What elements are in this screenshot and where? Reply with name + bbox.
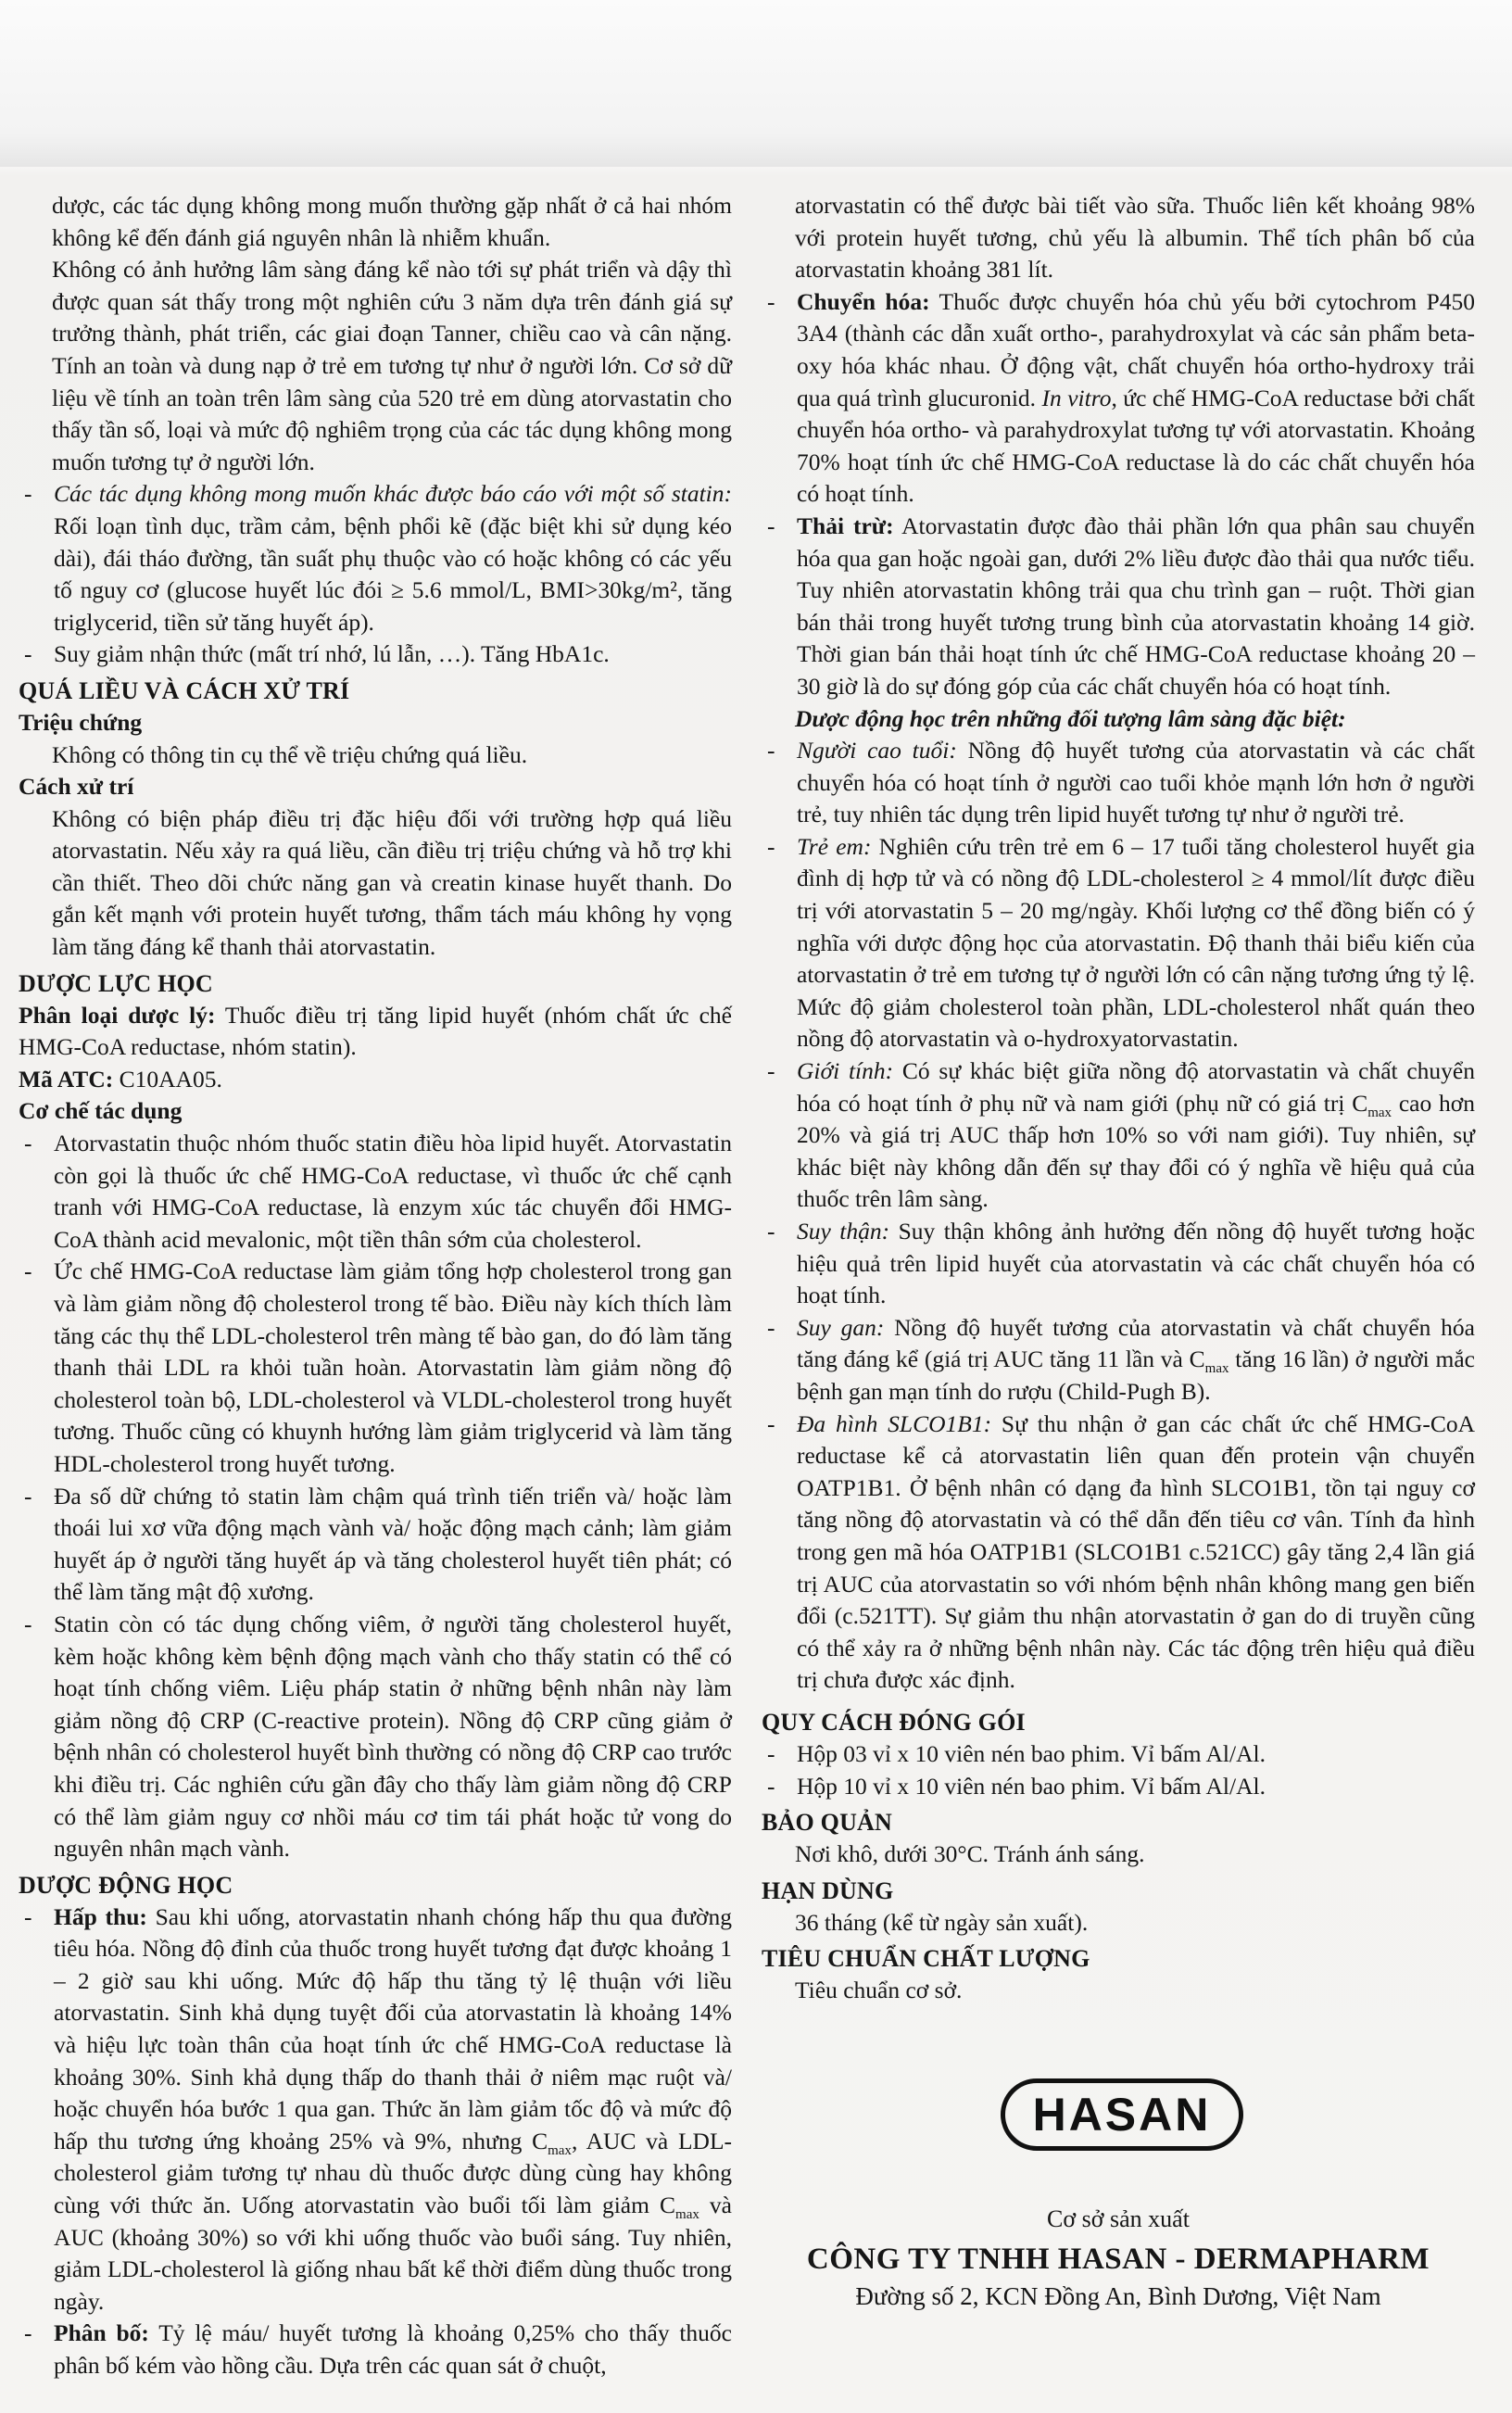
atc-label: Mã ATC: bbox=[19, 1065, 114, 1093]
symptoms-heading: Triệu chứng bbox=[19, 708, 143, 736]
bullet-dash: - bbox=[24, 480, 32, 508]
overdose-heading: QUÁ LIỀU VÀ CÁCH XỬ TRÍ bbox=[19, 676, 350, 704]
atc-code bbox=[19, 1064, 732, 1096]
packaging-heading: QUY CÁCH ĐÓNG GÓI bbox=[762, 1708, 1026, 1736]
metabolism-bullet: - Chuyển hóa: Thuốc được chuyển hóa chủ yếu bởi cytochrom P450 3A4 (thành các dẫn xuất ortho-, parahydroxylat và các sản phẩm beta-oxy hóa khác nhau. Ở động vật, chất chuyển hóa ortho-hydroxy trải qua quá trình glucuronid. In vitro, ức chế HMG-CoA reductase bởi chất chuyển hóa ortho- và parahydroxylat tương tự với atorvastatin. Khoảng 70% hoạt tính ức chế HMG-CoA reductase là do các chất chuyển hóa có hoạt tính. bbox=[767, 287, 1475, 508]
expiry-heading: HẠN DÙNG bbox=[762, 1876, 894, 1904]
distribution-continued: atorvastatin có thể được bài tiết vào sữa. Thuốc liên kết khoảng 98% với protein huyết tương, chủ yếu là albumin. Thể tích phân bố của atorvastatin khoảng 381 lít. bbox=[795, 192, 1475, 284]
pharmacologic-class bbox=[19, 1000, 732, 1064]
cognitive-text: Suy giảm nhận thức (mất trí nhớ, lú lẫn, …). Tăng HbA1c. bbox=[54, 640, 610, 668]
distribution-bullet: - Phân bố: Tỷ lệ máu/ huyết tương là khoảng 0,25% cho thấy thuốc phân bố kém vào hồng cầu. Dựa trên các quan sát ở chuột, bbox=[24, 2319, 732, 2379]
distribution-text: Tỷ lệ máu/ huyết tương là khoảng 0,25% cho thấy thuốc phân bố kém vào hồng cầu. Dựa trên các quan sát ở chuột, bbox=[54, 2319, 732, 2379]
mechanism-bullet-text: Atorvastatin thuộc nhóm thuốc statin điều hòa lipid huyết. Atorvastatin còn gọi là thuốc ức chế HMG-CoA reductase, vì thuốc ức chế cạnh tranh với HMG-CoA reductase, là enzym xúc tác chuyển đổi HMG-CoA thành acid mevalonic, một tiền thân sớm của cholesterol. bbox=[54, 1130, 732, 1253]
hepatic-label: Suy gan: bbox=[797, 1313, 885, 1341]
manufacturer-address: Đường số 2, KCN Đồng An, Bình Dương, Việt Nam bbox=[855, 2282, 1381, 2310]
renal-label: Suy thận: bbox=[797, 1218, 890, 1244]
atc-value: C10AA05. bbox=[113, 1065, 222, 1093]
hepatic-bullet: - Suy gan: Nồng độ huyết tương của atorvastatin và chất chuyển hóa tăng đáng kể (giá trị AUC tăng 11 lần và $C_{max}$ tăng 16 lần) ở người mắc bệnh gan mạn tính do rượu (Child-Pugh B). bbox=[767, 1313, 1476, 1405]
treatment-heading: Cách xử trí bbox=[19, 773, 134, 801]
gender-label: Giới tính: bbox=[797, 1057, 894, 1085]
scan-top-margin bbox=[0, 0, 1512, 167]
unreported-effects-text: Rối loạn tình dục, trầm cảm, bệnh phổi kẽ (đặc biệt khi sử dụng kéo dài), đái tháo đường, tần suất phụ thuộc vào có hoặc không có các yếu tố nguy cơ (glucose huyết lúc đói ≥ 5.6 mmol/L, BMI>30kg/m², tăng triglycerid, tiền sử tăng huyết áp). bbox=[54, 512, 732, 636]
mechanism-bullet: - Đa số dữ chứng tỏ statin làm chậm quá trình tiến triển và/ hoặc làm thoái lui xơ vữa động mạch vành và/ hoặc động mạch cảnh; làm giảm huyết áp ở người tăng huyết áp và tăng cholesterol huyết tiên phát; có thể làm tăng mật độ xương. bbox=[19, 1481, 732, 1609]
elimination-bullet: - Thải trừ: Atorvastatin được đào thải phần lớn qua phân sau chuyển hóa qua gan hoặc ngoài gan, dưới 2% liều được đào thải qua nước tiểu. Tuy nhiên atorvastatin không trải qua chu trình gan – ruột. Thời gian bán thải trong huyết tương trung bình của atorvastatin khoảng 14 giờ. Thời gian bán thải hoạt tính ức chế HMG-CoA reductase khoảng 20 – 30 giờ là do sự đóng góp của các chất chuyển hóa có hoạt tính. bbox=[767, 512, 1475, 700]
right-column bbox=[762, 190, 1475, 2007]
slco1b1-bullet: - Đa hình SLCO1B1: Sự thu nhận ở gan các chất ức chế HMG-CoA reductase kể cả atorvastatin liên quan đến protein vận chuyển OATP1B1. Ở bệnh nhân có dạng đa hình SLCO1B1, tồn tại nguy cơ tăng nồng độ atorvastatin và có thể dẫn đến tiêu cơ vân. Tính đa hình trong gen mã hóa OATP1B1 (SLCO1B1 c.521CC) gây tăng 2,4 lần giá trị AUC của atorvastatin so với nhóm bệnh nhân không mang gen biến đổi (c.521TT). Sự giảm thu nhận atorvastatin ở gan do di truyền cũng có thể xảy ra ở những bệnh nhân này. Các tác động trên hiệu quả điều trị chưa được xác định. bbox=[767, 1409, 1475, 1694]
children-label: Trẻ em: bbox=[797, 832, 872, 860]
intro-paragraph-1: dược, các tác dụng không mong muốn thường gặp nhất ở cả hai nhóm không kể đến đánh giá nguyên nhân là nhiễm khuẩn. bbox=[52, 192, 732, 251]
mechanism-bullet: - Statin còn có tác dụng chống viêm, ở người tăng cholesterol huyết, kèm hoặc không kèm bệnh động mạch vành cho thấy statin có thể có hoạt tính chống viêm. Liệu pháp statin ở những bệnh nhân này làm giảm nồng độ CRP (C-reactive protein). Nồng độ CRP cũng giảm ở bệnh nhân có cholesterol huyết bình thường có nồng độ CRP cao trước khi điều trị. Các nghiên cứu gần đây cho thấy làm giảm nồng độ CRP có thể làm giảm nguy cơ nhồi máu cơ tim tái phát hoặc tử vong do nguyên nhân mạch vành. bbox=[19, 1609, 732, 1865]
manufacturer-label: Cơ sở sản xuất bbox=[1047, 2205, 1190, 2232]
mechanism-bullet-text: Statin còn có tác dụng chống viêm, ở người tăng cholesterol huyết, kèm hoặc không kèm bệnh động mạch vành cho thấy statin có thể có hoạt tính chống viêm. Liệu pháp statin ở những bệnh nhân này làm giảm nồng độ CRP (C-reactive protein). Nồng độ CRP cũng giảm ở bệnh nhân có cholesterol huyết bình thường có nồng độ CRP cao trước khi điều trị. Các nghiên cứu gần đây cho thấy làm giảm nồng độ CRP có thể làm giảm nguy cơ nhồi máu cơ tim tái phát hoặc tử vong do nguyên nhân mạch vành. bbox=[54, 1610, 732, 1863]
treatment-text: Không có biện pháp điều trị đặc hiệu đối với trường hợp quá liều atorvastatin. Nếu xảy ra quá liều, cần điều trị triệu chứng và hỗ trợ khi cần thiết. Theo dõi chức năng gan và creatin kinase huyết thanh. Do gắn kết mạnh với protein huyết tương, thẩm tách máu không hy vọng làm tăng đáng kể thanh thải atorvastatin. bbox=[52, 804, 732, 961]
left-column bbox=[19, 190, 732, 2382]
mechanism-bullet-text: Ức chế HMG-CoA reductase làm giảm tổng hợp cholesterol trong gan và làm giảm nồng độ cholesterol trong tế bào. Điều này kích thích làm tăng các thụ thể LDL-cholesterol trên màng tế bào gan, do đó làm tăng thanh thải LDL ra khỏi tuần hoàn. Atorvastatin làm giảm nồng độ cholesterol toàn bộ, LDL-cholesterol và VLDL-cholesterol trong huyết tương. Thuốc cũng có khuynh hướng làm giảm triglycerid và làm tăng HDL-cholesterol trong huyết tương. bbox=[54, 1257, 732, 1477]
packaging-item: - Hộp 10 vỉ x 10 viên nén bao phim. Vỉ bấm Al/Al. bbox=[767, 1772, 1266, 1800]
elderly-label: Người cao tuổi: bbox=[797, 737, 957, 764]
expiry-text: 36 tháng (kể từ ngày sản xuất). bbox=[795, 1908, 1089, 1936]
class-label: Phân loại dược lý: bbox=[19, 1001, 216, 1029]
pharmacodynamics-heading: DƯỢC LỰC HỌC bbox=[19, 969, 213, 997]
quality-heading: TIÊU CHUẨN CHẤT LƯỢNG bbox=[762, 1945, 1090, 1973]
slco1b1-label: Đa hình SLCO1B1: bbox=[797, 1409, 992, 1437]
renal-bullet: - Suy thận: Suy thận không ảnh hưởng đến nồng độ huyết tương hoặc hiệu quả trên lipid huyết của atorvastatin và các chất chuyển hóa có hoạt tính. bbox=[767, 1218, 1475, 1309]
storage-text: Nơi khô, dưới 30°C. Tránh ánh sáng. bbox=[795, 1840, 1145, 1868]
bullet-unreported-effects bbox=[19, 478, 732, 638]
quality-text: Tiêu chuẩn cơ sở. bbox=[795, 1977, 963, 2004]
hasan-logo: HASAN bbox=[1001, 2078, 1243, 2151]
class-text: Thuốc điều trị tăng lipid huyết (nhóm chất ức chế HMG-CoA reductase, nhóm statin). bbox=[19, 1001, 732, 1061]
metabolism-label: Chuyển hóa: bbox=[797, 287, 930, 315]
intro-paragraph-2: Không có ảnh hưởng lâm sàng đáng kể nào tới sự phát triển và dậy thì được quan sát thấy trong một nghiên cứu 3 năm dựa trên đánh giá sự trưởng thành, phát triển, các giai đoạn Tanner, chiều cao và cân nặng. Tính an toàn và dung nạp ở trẻ em tương tự như ở người lớn. Cơ sở dữ liệu về tính an toàn trên lâm sàng của 520 trẻ em dùng atorvastatin cho thấy tần số, loại và mức độ nghiêm trọng của các tác dụng không mong muốn tương tự ở người lớn. bbox=[52, 256, 732, 475]
gender-bullet: - Giới tính: Có sự khác biệt giữa nồng độ atorvastatin và chất chuyển hóa có hoạt tính ở phụ nữ và nam giới (phụ nữ có giá trị $C_{max}$ cao hơn 20% và giá trị AUC thấp hơn 10% so với nam giới). Tuy nhiên, sự khác biệt này không dẫn đến sự thay đổi có ý nghĩa về hiệu quả của thuốc trên lâm sàng. bbox=[767, 1057, 1476, 1213]
unreported-effects-lead: Các tác dụng không mong muốn khác được báo cáo với một số statin: bbox=[54, 480, 732, 508]
distribution-label: Phân bố: bbox=[54, 2319, 149, 2347]
special-populations-heading: Dược động học trên những đối tượng lâm sàng đặc biệt: bbox=[795, 704, 1346, 732]
elimination-label: Thải trừ: bbox=[797, 512, 894, 539]
packaging-item: - Hộp 03 vỉ x 10 viên nén bao phim. Vỉ bấm Al/Al. bbox=[767, 1739, 1266, 1767]
storage-heading: BẢO QUẢN bbox=[762, 1809, 892, 1837]
absorption-bullet: - Hấp thu: Sau khi uống, atorvastatin nhanh chóng hấp thu qua đường tiêu hóa. Nồng độ đỉnh của thuốc trong huyết tương đạt được khoảng 1 – 2 giờ sau khi uống. Mức độ hấp thu tăng tỷ lệ thuận với liều atorvastatin. Sinh khả dụng tuyệt đối của atorvastatin là khoảng 14% và hiệu lực toàn thân của hoạt tính ức chế HMG-CoA reductase là khoảng 30%. Sinh khả dụng thấp do thanh thải ở niêm mạc ruột và/ hoặc chuyển hóa bước 1 qua gan. Thức ăn làm giảm tốc độ và mức độ hấp thu tương ứng khoảng 25% và 9%, nhưng $C_{max}$, AUC và LDL-cholesterol giảm tương tự nhau dù thuốc được dùng cùng hay không cùng với thức ăn. Uống atorvastatin vào buổi tối làm giảm $C_{max}$ và AUC (khoảng 30%) so với khi uống thuốc vào buổi sáng. Tuy nhiên, giảm LDL-cholesterol là giống nhau bất kể thời điểm dùng thuốc trong ngày. bbox=[24, 1902, 733, 2315]
mechanism-bullet: - Atorvastatin thuộc nhóm thuốc statin điều hòa lipid huyết. Atorvastatin còn gọi là thuốc ức chế HMG-CoA reductase, vì thuốc ức chế cạnh tranh với HMG-CoA reductase, là enzym xúc tác chuyển đổi HMG-CoA thành acid mevalonic, một tiền thân sớm của cholesterol. bbox=[19, 1128, 732, 1256]
absorption-label: Hấp thu: bbox=[54, 1902, 147, 1930]
manufacturer-name: CÔNG TY TNHH HASAN - DERMAPHARM bbox=[806, 2242, 1430, 2276]
children-bullet: - Trẻ em: Nghiên cứu trên trẻ em 6 – 17 tuổi tăng cholesterol huyết gia đình dị hợp tử và có nồng độ LDL-cholesterol ≥ 4 mmol/lít được điều trị với atorvastatin 5 – 20 mg/ngày. Khối lượng cơ thể đồng biến có ý nghĩa với dược động học của atorvastatin. Độ thanh thải biểu kiến của atorvastatin ở trẻ em tương tự ở người lớn có cân nặng tương ứng tỷ lệ. Mức độ giảm cholesterol toàn phần, LDL-cholesterol nhất quán theo nồng độ atorvastatin và o-hydroxyatorvastatin. bbox=[767, 832, 1475, 1053]
bullet-cognitive: - Suy giảm nhận thức (mất trí nhớ, lú lẫn, …). Tăng HbA1c. bbox=[19, 638, 732, 671]
pharmacokinetics-heading: DƯỢC ĐỘNG HỌC bbox=[19, 1871, 233, 1899]
elderly-bullet: - Người cao tuổi: Nồng độ huyết tương của atorvastatin và các chất chuyển hóa có hoạt tính ở người cao tuổi khỏe mạnh lớn hơn ở người trẻ, tuy nhiên tác dụng trên lipid huyết tương tự như ở người trẻ. bbox=[767, 737, 1476, 828]
mechanism-bullet-text: Đa số dữ chứng tỏ statin làm chậm quá trình tiến triển và/ hoặc làm thoái lui xơ vữa động mạch vành và/ hoặc động mạch cảnh; làm giảm huyết áp ở người tăng huyết áp và tăng cholesterol huyết tiên phát; có thể làm tăng mật độ xương. bbox=[54, 1482, 732, 1606]
mechanism-bullet: - Ức chế HMG-CoA reductase làm giảm tổng hợp cholesterol trong gan và làm giảm nồng độ cholesterol trong tế bào. Điều này kích thích làm tăng các thụ thể LDL-cholesterol trên màng tế bào gan, do đó làm tăng thanh thải LDL ra khỏi tuần hoàn. Atorvastatin làm giảm nồng độ cholesterol toàn bộ, LDL-cholesterol và VLDL-cholesterol trong huyết tương. Thuốc cũng có khuynh hướng làm giảm triglycerid và làm tăng HDL-cholesterol trong huyết tương. bbox=[19, 1256, 732, 1480]
mechanism-heading: Cơ chế tác dụng bbox=[19, 1097, 183, 1125]
symptoms-text: Không có thông tin cụ thể về triệu chứng quá liều. bbox=[52, 740, 528, 768]
